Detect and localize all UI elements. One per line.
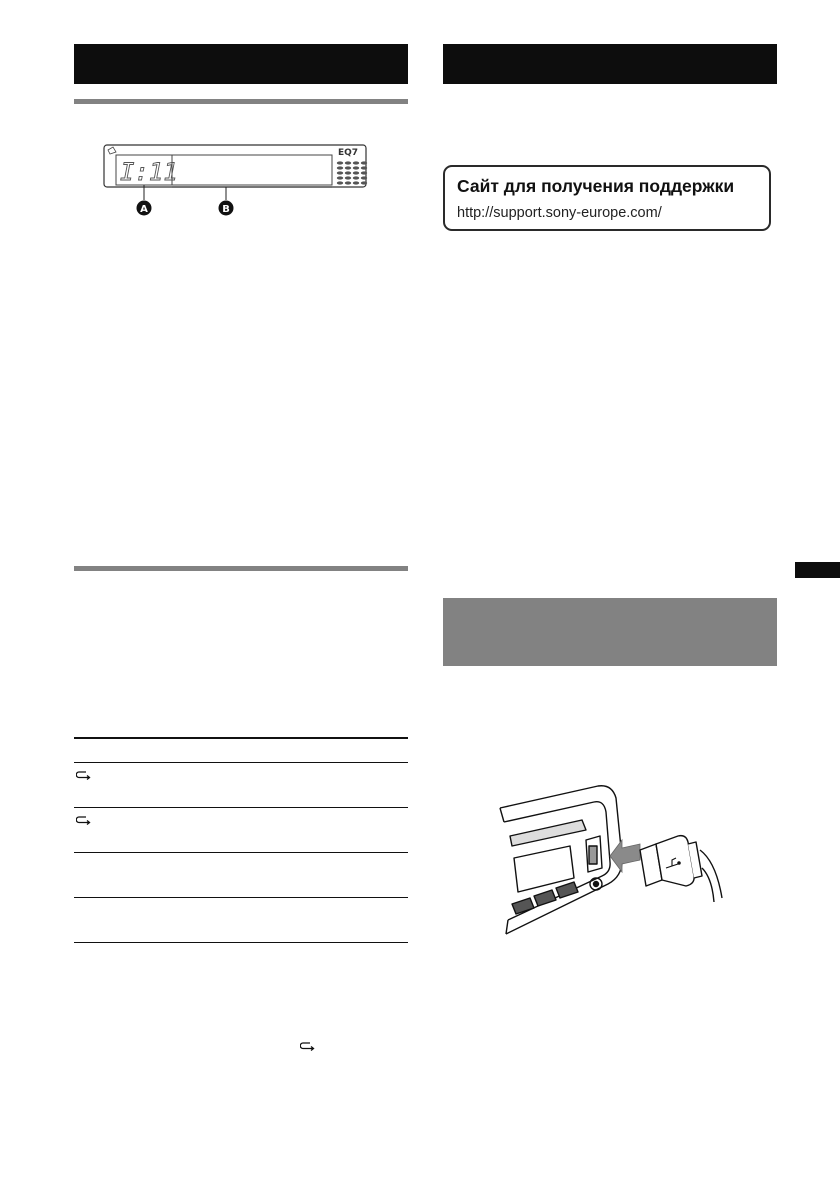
callout-b-label: B: [222, 204, 230, 215]
repeat-icon: [76, 815, 92, 829]
usb-plug: [640, 836, 702, 886]
equalizer-indicator-icon: [337, 161, 367, 184]
left-subsection-rule-1: [74, 99, 408, 104]
left-subsection-rule-2: [74, 566, 408, 571]
right-section-header-bar: [443, 44, 777, 84]
disc-mark-icon: [108, 147, 116, 154]
repeat-icon: [76, 770, 92, 784]
repeat-icon: [300, 1041, 316, 1055]
page-tab-marker: [795, 562, 840, 578]
table-row-rule-3: [74, 852, 408, 853]
support-site-title: Сайт для получения поддержки: [457, 176, 735, 196]
eq-label: EQ7: [338, 148, 359, 158]
right-section-gray-header: [443, 598, 777, 666]
table-bottom-rule: [74, 942, 408, 943]
insert-direction-arrow: [610, 840, 640, 872]
table-row-rule-1: [74, 762, 408, 763]
table-top-rule: [74, 737, 408, 739]
support-site-url[interactable]: http://support.sony-europe.com/: [457, 205, 662, 221]
support-site-box: [443, 165, 771, 231]
table-row-rule-4: [74, 897, 408, 898]
callout-a-label: A: [140, 204, 148, 215]
usb-cable: [700, 850, 722, 902]
lcd-digits: I:11: [120, 158, 178, 186]
display-diagram: [100, 140, 380, 230]
car-stereo-unit: [500, 786, 622, 934]
usb-connection-illustration: [490, 780, 730, 940]
table-row-rule-2: [74, 807, 408, 808]
left-section-header-bar: [74, 44, 408, 84]
